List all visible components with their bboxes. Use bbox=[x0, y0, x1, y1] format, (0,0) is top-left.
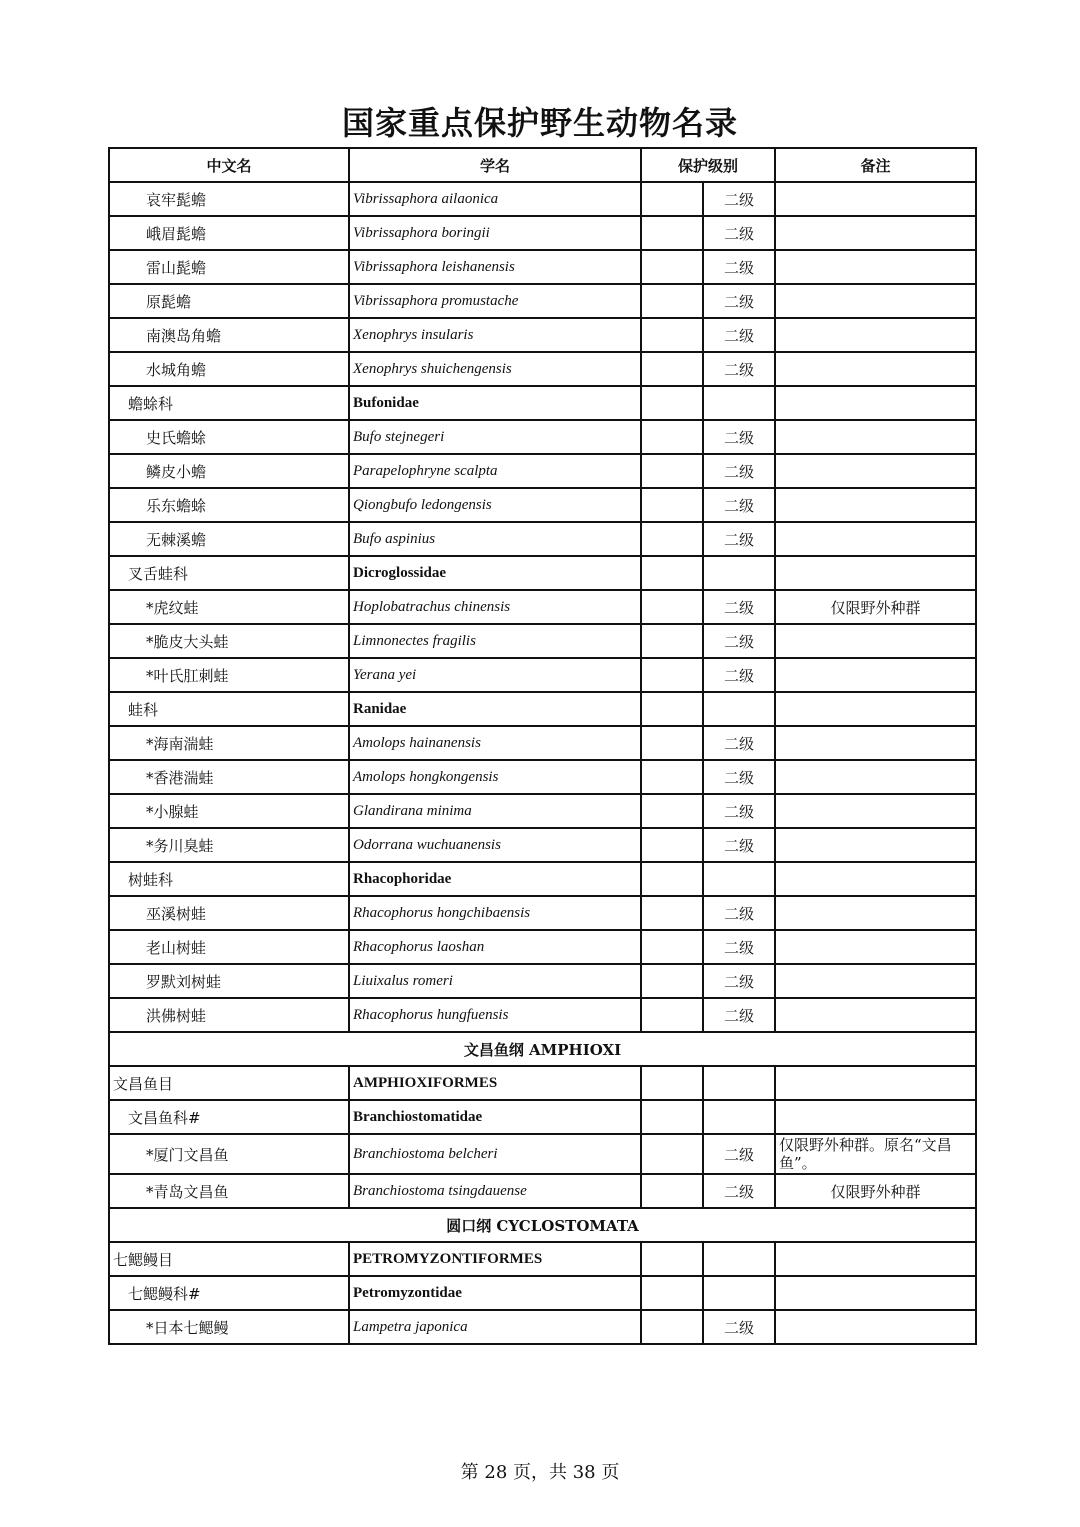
table-body bbox=[109, 182, 976, 1344]
level-one-cell bbox=[641, 454, 703, 488]
level-one-cell bbox=[641, 1174, 703, 1208]
scientific-name-cell: Bufo stejnegeri bbox=[349, 420, 641, 454]
chinese-name-cell: 蟾蜍科 bbox=[109, 386, 349, 420]
chinese-name-cell: 原髭蟾 bbox=[109, 284, 349, 318]
level-two-cell bbox=[703, 556, 775, 590]
level-two-cell: 二级 bbox=[703, 624, 775, 658]
page-title: 国家重点保护野生动物名录 bbox=[341, 104, 738, 142]
table-row bbox=[109, 1174, 976, 1208]
class-header-row bbox=[109, 1032, 976, 1066]
level-one-cell bbox=[641, 862, 703, 896]
scientific-name-cell: Vibrissaphora ailaonica bbox=[349, 182, 641, 216]
table-row bbox=[109, 964, 976, 998]
scientific-name-cell: Parapelophryne scalpta bbox=[349, 454, 641, 488]
scientific-name-cell: Rhacophorus hongchibaensis bbox=[349, 896, 641, 930]
note-cell: 仅限野外种群 bbox=[775, 590, 976, 624]
level-one-cell bbox=[641, 930, 703, 964]
level-one-cell bbox=[641, 522, 703, 556]
scientific-name-cell: Liuixalus romeri bbox=[349, 964, 641, 998]
level-two-cell: 二级 bbox=[703, 352, 775, 386]
level-one-cell bbox=[641, 386, 703, 420]
table-row bbox=[109, 420, 976, 454]
family-row bbox=[109, 386, 976, 420]
note-cell bbox=[775, 284, 976, 318]
scientific-name-cell: Xenophrys insularis bbox=[349, 318, 641, 352]
family-row bbox=[109, 862, 976, 896]
species-table bbox=[108, 147, 977, 1345]
chinese-name-cell: 鳞皮小蟾 bbox=[109, 454, 349, 488]
header-scientific-name: 学名 bbox=[349, 148, 641, 182]
level-two-cell: 二级 bbox=[703, 1310, 775, 1344]
level-one-cell bbox=[641, 1100, 703, 1134]
scientific-name-cell: Branchiostoma belcheri bbox=[349, 1134, 641, 1174]
scientific-name-cell: AMPHIOXIFORMES bbox=[349, 1066, 641, 1100]
table-row bbox=[109, 590, 976, 624]
level-two-cell bbox=[703, 1242, 775, 1276]
note-cell bbox=[775, 386, 976, 420]
level-two-cell: 二级 bbox=[703, 250, 775, 284]
level-one-cell bbox=[641, 352, 703, 386]
header-chinese-name: 中文名 bbox=[109, 148, 349, 182]
note-cell bbox=[775, 794, 976, 828]
scientific-name-cell: Amolops hainanensis bbox=[349, 726, 641, 760]
level-one-cell bbox=[641, 760, 703, 794]
order-row bbox=[109, 1242, 976, 1276]
scientific-name-cell: Hoplobatrachus chinensis bbox=[349, 590, 641, 624]
scientific-name-cell: PETROMYZONTIFORMES bbox=[349, 1242, 641, 1276]
level-one-cell bbox=[641, 896, 703, 930]
scientific-name-cell: Rhacophorus laoshan bbox=[349, 930, 641, 964]
level-one-cell bbox=[641, 250, 703, 284]
note-cell bbox=[775, 318, 976, 352]
level-one-cell bbox=[641, 692, 703, 726]
note-cell bbox=[775, 726, 976, 760]
scientific-name-cell: Xenophrys shuichengensis bbox=[349, 352, 641, 386]
table-row bbox=[109, 760, 976, 794]
note-cell bbox=[775, 964, 976, 998]
chinese-name-cell: 巫溪树蛙 bbox=[109, 896, 349, 930]
scientific-name-cell: Branchiostomatidae bbox=[349, 1100, 641, 1134]
note-cell bbox=[775, 1100, 976, 1134]
note-cell bbox=[775, 896, 976, 930]
table-row bbox=[109, 318, 976, 352]
level-two-cell: 二级 bbox=[703, 998, 775, 1032]
scientific-name-cell: Vibrissaphora promustache bbox=[349, 284, 641, 318]
note-cell bbox=[775, 420, 976, 454]
level-two-cell bbox=[703, 1066, 775, 1100]
note-cell: 仅限野外种群 bbox=[775, 1174, 976, 1208]
level-one-cell bbox=[641, 1276, 703, 1310]
level-two-cell bbox=[703, 386, 775, 420]
chinese-name-cell: 乐东蟾蜍 bbox=[109, 488, 349, 522]
chinese-name-cell: 文昌鱼科# bbox=[109, 1100, 349, 1134]
level-one-cell bbox=[641, 284, 703, 318]
table-row bbox=[109, 998, 976, 1032]
table-row bbox=[109, 624, 976, 658]
chinese-name-cell: 叉舌蛙科 bbox=[109, 556, 349, 590]
chinese-name-cell: *青岛文昌鱼 bbox=[109, 1174, 349, 1208]
chinese-name-cell: *海南湍蛙 bbox=[109, 726, 349, 760]
note-cell bbox=[775, 624, 976, 658]
note-cell bbox=[775, 454, 976, 488]
level-one-cell bbox=[641, 182, 703, 216]
level-two-cell bbox=[703, 1276, 775, 1310]
table-row bbox=[109, 454, 976, 488]
level-one-cell bbox=[641, 794, 703, 828]
level-two-cell: 二级 bbox=[703, 658, 775, 692]
level-two-cell: 二级 bbox=[703, 522, 775, 556]
note-cell bbox=[775, 862, 976, 896]
chinese-name-cell: *叶氏肛刺蛙 bbox=[109, 658, 349, 692]
table-row bbox=[109, 1134, 976, 1174]
level-one-cell bbox=[641, 318, 703, 352]
level-two-cell: 二级 bbox=[703, 216, 775, 250]
class-label: 圆口纲 CYCLOSTOMATA bbox=[109, 1208, 976, 1242]
level-two-cell: 二级 bbox=[703, 760, 775, 794]
note-cell bbox=[775, 998, 976, 1032]
level-two-cell: 二级 bbox=[703, 794, 775, 828]
chinese-name-cell: 哀牢髭蟾 bbox=[109, 182, 349, 216]
note-cell bbox=[775, 216, 976, 250]
note-cell bbox=[775, 1242, 976, 1276]
level-one-cell bbox=[641, 726, 703, 760]
table-row bbox=[109, 488, 976, 522]
scientific-name-cell: Yerana yei bbox=[349, 658, 641, 692]
scientific-name-cell: Rhacophorus hungfuensis bbox=[349, 998, 641, 1032]
chinese-name-cell: 洪佛树蛙 bbox=[109, 998, 349, 1032]
scientific-name-cell: Vibrissaphora leishanensis bbox=[349, 250, 641, 284]
note-cell bbox=[775, 182, 976, 216]
level-two-cell: 二级 bbox=[703, 726, 775, 760]
scientific-name-cell: Ranidae bbox=[349, 692, 641, 726]
note-cell bbox=[775, 930, 976, 964]
level-two-cell: 二级 bbox=[703, 828, 775, 862]
chinese-name-cell: 蛙科 bbox=[109, 692, 349, 726]
scientific-name-cell: Glandirana minima bbox=[349, 794, 641, 828]
page-footer: 第 28 页，共 38 页 bbox=[460, 1462, 620, 1483]
family-row bbox=[109, 556, 976, 590]
chinese-name-cell: 峨眉髭蟾 bbox=[109, 216, 349, 250]
level-two-cell: 二级 bbox=[703, 1174, 775, 1208]
scientific-name-cell: Bufonidae bbox=[349, 386, 641, 420]
chinese-name-cell: 七鳃鳗目 bbox=[109, 1242, 349, 1276]
chinese-name-cell: *香港湍蛙 bbox=[109, 760, 349, 794]
level-one-cell bbox=[641, 590, 703, 624]
level-two-cell bbox=[703, 1100, 775, 1134]
table-row bbox=[109, 182, 976, 216]
scientific-name-cell: Lampetra japonica bbox=[349, 1310, 641, 1344]
note-cell bbox=[775, 1310, 976, 1344]
level-one-cell bbox=[641, 216, 703, 250]
table-row bbox=[109, 726, 976, 760]
table-row bbox=[109, 284, 976, 318]
level-two-cell: 二级 bbox=[703, 284, 775, 318]
chinese-name-cell: 树蛙科 bbox=[109, 862, 349, 896]
note-cell bbox=[775, 760, 976, 794]
scientific-name-cell: Qiongbufo ledongensis bbox=[349, 488, 641, 522]
level-one-cell bbox=[641, 964, 703, 998]
family-row bbox=[109, 1276, 976, 1310]
level-two-cell: 二级 bbox=[703, 182, 775, 216]
header-protection-level: 保护级别 bbox=[641, 148, 775, 182]
table-row bbox=[109, 522, 976, 556]
note-cell bbox=[775, 658, 976, 692]
chinese-name-cell: *虎纹蛙 bbox=[109, 590, 349, 624]
level-one-cell bbox=[641, 658, 703, 692]
level-one-cell bbox=[641, 556, 703, 590]
table-row bbox=[109, 250, 976, 284]
note-cell bbox=[775, 556, 976, 590]
note-cell bbox=[775, 522, 976, 556]
table-row bbox=[109, 930, 976, 964]
order-row bbox=[109, 1066, 976, 1100]
note-cell bbox=[775, 250, 976, 284]
table-row bbox=[109, 658, 976, 692]
chinese-name-cell: 七鳃鳗科# bbox=[109, 1276, 349, 1310]
class-label: 文昌鱼纲 AMPHIOXI bbox=[109, 1032, 976, 1066]
chinese-name-cell: 史氏蟾蜍 bbox=[109, 420, 349, 454]
table-row bbox=[109, 216, 976, 250]
scientific-name-cell: Rhacophoridae bbox=[349, 862, 641, 896]
note-cell bbox=[775, 692, 976, 726]
note-cell bbox=[775, 1276, 976, 1310]
scientific-name-cell: Dicroglossidae bbox=[349, 556, 641, 590]
table-row bbox=[109, 794, 976, 828]
table-row bbox=[109, 1310, 976, 1344]
chinese-name-cell: 雷山髭蟾 bbox=[109, 250, 349, 284]
level-two-cell: 二级 bbox=[703, 964, 775, 998]
chinese-name-cell: 南澳岛角蟾 bbox=[109, 318, 349, 352]
class-header-row bbox=[109, 1208, 976, 1242]
level-one-cell bbox=[641, 1242, 703, 1276]
level-two-cell: 二级 bbox=[703, 318, 775, 352]
chinese-name-cell: *务川臭蛙 bbox=[109, 828, 349, 862]
table-row bbox=[109, 352, 976, 386]
chinese-name-cell: 无棘溪蟾 bbox=[109, 522, 349, 556]
scientific-name-cell: Vibrissaphora boringii bbox=[349, 216, 641, 250]
chinese-name-cell: *脆皮大头蛙 bbox=[109, 624, 349, 658]
family-row bbox=[109, 692, 976, 726]
table-row bbox=[109, 896, 976, 930]
note-cell: 仅限野外种群。原名“文昌鱼”。 bbox=[775, 1134, 976, 1174]
note-cell bbox=[775, 1066, 976, 1100]
level-two-cell: 二级 bbox=[703, 930, 775, 964]
chinese-name-cell: *日本七鳃鳗 bbox=[109, 1310, 349, 1344]
table-header-row bbox=[109, 148, 976, 182]
chinese-name-cell: 水城角蟾 bbox=[109, 352, 349, 386]
level-two-cell bbox=[703, 862, 775, 896]
header-notes: 备注 bbox=[775, 148, 976, 182]
scientific-name-cell: Limnonectes fragilis bbox=[349, 624, 641, 658]
chinese-name-cell: *厦门文昌鱼 bbox=[109, 1134, 349, 1174]
scientific-name-cell: Petromyzontidae bbox=[349, 1276, 641, 1310]
level-two-cell: 二级 bbox=[703, 1134, 775, 1174]
scientific-name-cell: Branchiostoma tsingdauense bbox=[349, 1174, 641, 1208]
family-row bbox=[109, 1100, 976, 1134]
chinese-name-cell: *小腺蛙 bbox=[109, 794, 349, 828]
level-one-cell bbox=[641, 420, 703, 454]
level-one-cell bbox=[641, 998, 703, 1032]
level-one-cell bbox=[641, 1310, 703, 1344]
scientific-name-cell: Bufo aspinius bbox=[349, 522, 641, 556]
level-one-cell bbox=[641, 624, 703, 658]
level-two-cell: 二级 bbox=[703, 420, 775, 454]
chinese-name-cell: 罗默刘树蛙 bbox=[109, 964, 349, 998]
level-two-cell: 二级 bbox=[703, 896, 775, 930]
level-one-cell bbox=[641, 1066, 703, 1100]
note-cell bbox=[775, 352, 976, 386]
scientific-name-cell: Amolops hongkongensis bbox=[349, 760, 641, 794]
level-two-cell bbox=[703, 692, 775, 726]
table-row bbox=[109, 828, 976, 862]
level-two-cell: 二级 bbox=[703, 590, 775, 624]
chinese-name-cell: 老山树蛙 bbox=[109, 930, 349, 964]
level-two-cell: 二级 bbox=[703, 488, 775, 522]
level-one-cell bbox=[641, 488, 703, 522]
scientific-name-cell: Odorrana wuchuanensis bbox=[349, 828, 641, 862]
note-cell bbox=[775, 488, 976, 522]
level-one-cell bbox=[641, 1134, 703, 1174]
level-two-cell: 二级 bbox=[703, 454, 775, 488]
note-cell bbox=[775, 828, 976, 862]
chinese-name-cell: 文昌鱼目 bbox=[109, 1066, 349, 1100]
level-one-cell bbox=[641, 828, 703, 862]
